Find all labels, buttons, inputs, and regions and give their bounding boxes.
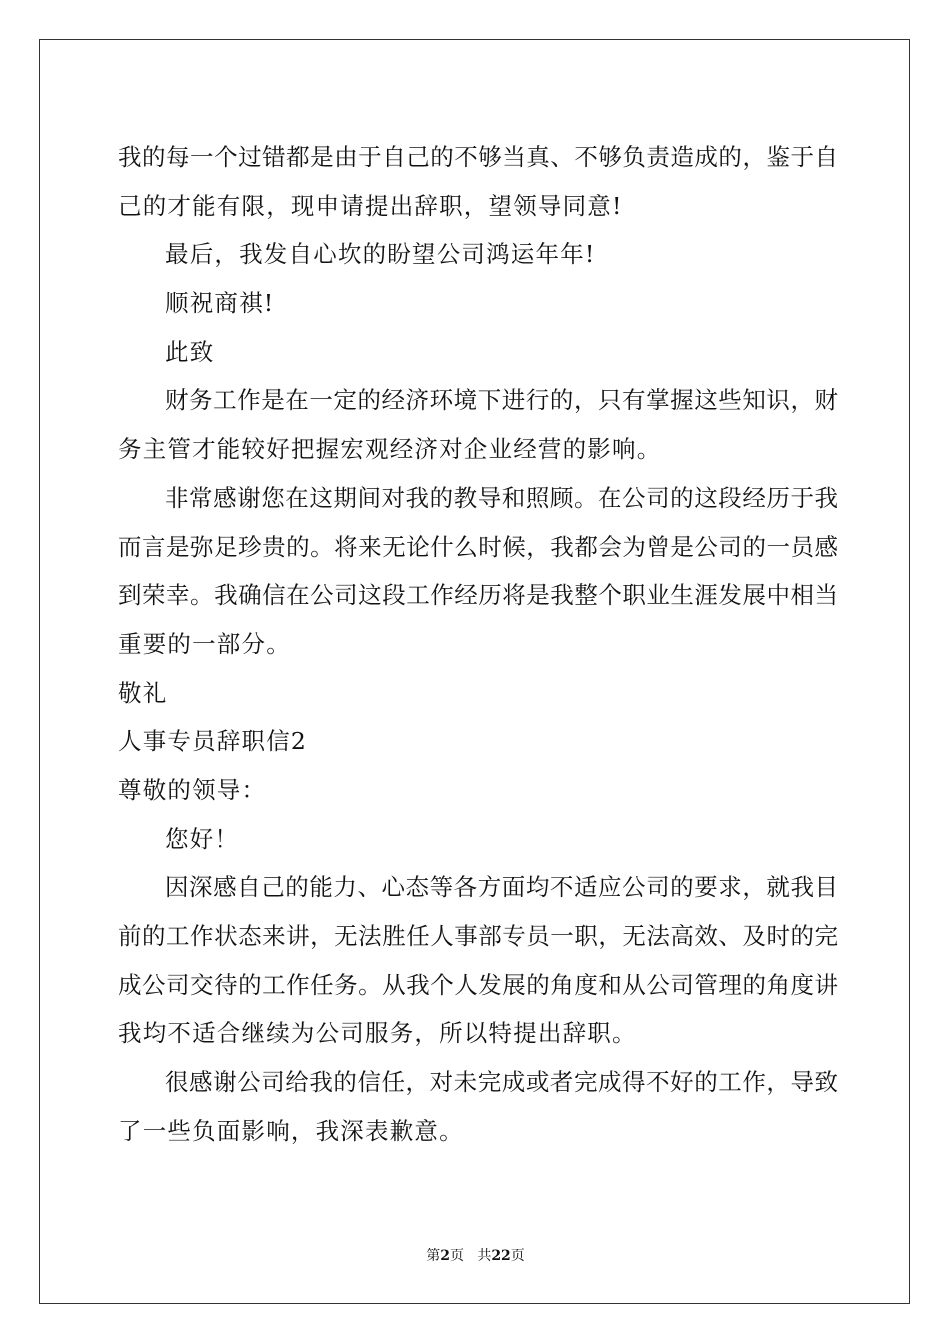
paragraph-line: 很感谢公司给我的信任，对未完成或者完成得不好的工作，导致 bbox=[165, 1068, 838, 1097]
paragraph-line: 了一些负面影响，我深表歉意。 bbox=[118, 1116, 464, 1145]
document-body bbox=[118, 133, 838, 1155]
paragraph-line: 务主管才能较好把握宏观经济对企业经营的影响。 bbox=[118, 435, 662, 464]
closing-line: 敬礼 bbox=[118, 678, 168, 707]
page-prefix: 第 bbox=[426, 1248, 441, 1264]
paragraph-line: 成公司交待的工作任务。从我个人发展的角度和从公司管理的角度讲 bbox=[118, 970, 838, 999]
paragraph-line: 前的工作状态来讲，无法胜任人事部专员一职，无法高效、及时的完 bbox=[118, 922, 838, 950]
paragraph-line: 最后，我发自心坎的盼望公司鸿运年年! bbox=[165, 240, 596, 269]
page-current: 2 bbox=[440, 1248, 450, 1264]
paragraph-line: 因深感自己的能力、心态等各方面均不适应公司的要求，就我目 bbox=[165, 873, 838, 902]
page-total: 22 bbox=[491, 1248, 511, 1264]
paragraph-line: 财务工作是在一定的经济环境下进行的，只有掌握这些知识，财 bbox=[165, 386, 838, 415]
greeting-line: 您好！ bbox=[165, 824, 240, 853]
salutation-line: 尊敬的领导： bbox=[118, 775, 267, 804]
page-footer bbox=[40, 1245, 911, 1265]
total-prefix: 共 bbox=[477, 1248, 492, 1264]
paragraph-line: 我的每一个过错都是由于自己的不够当真、不够负责造成的，鉴于自 bbox=[118, 143, 838, 171]
paragraph-line: 非常感谢您在这期间对我的教导和照顾。在公司的这段经历于我 bbox=[165, 483, 838, 512]
document-page bbox=[39, 39, 910, 1304]
total-unit: 页 bbox=[510, 1248, 525, 1264]
paragraph-line: 顺祝商祺! bbox=[165, 289, 275, 318]
paragraph-line: 此致 bbox=[165, 337, 215, 366]
paragraph-line: 重要的一部分。 bbox=[118, 629, 291, 658]
page-unit: 页 bbox=[449, 1248, 464, 1264]
paragraph-line: 而言是弥足珍贵的。将来无论什么时候，我都会为曾是公司的一员感 bbox=[118, 532, 838, 561]
letter-heading: 人事专员辞职信2 bbox=[118, 727, 308, 756]
paragraph-line: 己的才能有限，现申请提出辞职，望领导同意! bbox=[118, 191, 623, 220]
paragraph-line: 我均不适合继续为公司服务，所以特提出辞职。 bbox=[118, 1019, 637, 1048]
paragraph-line: 到荣幸。我确信在公司这段工作经历将是我整个职业生涯发展中相当 bbox=[118, 581, 838, 610]
